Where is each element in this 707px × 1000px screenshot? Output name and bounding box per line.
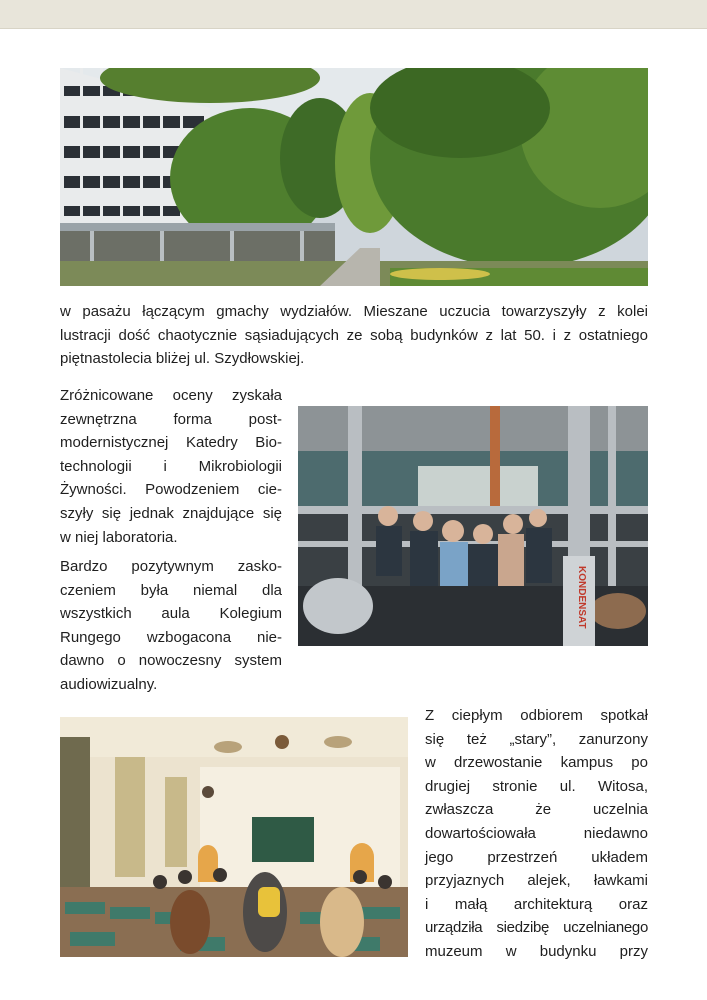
equipment-label: KONDENSAT	[576, 566, 587, 629]
text-line: muzeum w budynku przy	[425, 942, 648, 960]
text-line: szyły się jednak znajdujące się	[60, 504, 282, 522]
text-line: lustracji dość chaotycznie sąsiadujących ze sobą budynków z lat 50. i z ostatniego	[60, 326, 648, 344]
text-line: piętnastolecia bliżej ul. Szydłowskiej.	[60, 350, 305, 368]
text-line: Rungego wzbogacona nie-	[60, 628, 282, 646]
text-line: się też „stary”, zanurzony	[425, 730, 648, 748]
text-line: Z ciepłym odbiorem spotkał	[425, 707, 648, 724]
text-line: modernistycznej Katedry Bio-	[60, 434, 282, 452]
text-line: w pasażu łączącym gmachy wydziałów. Mieszane uczucia towarzyszyły z kolei	[60, 303, 648, 320]
text-line: dowartościowała niedawno	[425, 824, 648, 842]
text-line: Żywności. Powodzeniem cie-	[60, 481, 282, 499]
text-line: Bardzo pozytywnym zasko-	[60, 558, 282, 575]
text-line: wszystkich aula Kolegium	[60, 605, 282, 623]
text-line: urządziła siedzibę uczelnianego	[425, 919, 648, 937]
text-line: dawno o nowoczesny system	[60, 652, 282, 670]
text-line: czeniem była niemal dla	[60, 581, 282, 599]
text-line: i małą architekturą oraz	[425, 895, 648, 913]
text-line: przyjaznych alejek, ławkami	[425, 872, 648, 890]
aula-photo	[60, 717, 408, 957]
text-line: w drzewostanie kampus po	[425, 754, 648, 772]
laboratory-photo	[298, 406, 648, 646]
text-line: audiowizualny.	[60, 675, 158, 693]
text-line: Zróżnicowane oceny zyskała	[60, 387, 282, 404]
paragraph-aula	[60, 555, 282, 697]
text-line: zwłaszcza że uczelnia	[425, 801, 648, 819]
paragraph-kampus	[425, 704, 648, 964]
header-band	[0, 0, 707, 29]
text-line: zewnętrzna forma post-	[60, 410, 282, 428]
paragraph-katedra	[60, 384, 282, 549]
text-line: technologii i Mikrobiologii	[60, 457, 282, 475]
text-line: w niej laboratoria.	[60, 528, 178, 546]
text-line: jego przestrzeń układem	[425, 848, 648, 866]
intro-paragraph	[60, 300, 648, 371]
campus-photo	[60, 68, 648, 286]
text-line: drugiej stronie ul. Witosa,	[425, 777, 648, 795]
